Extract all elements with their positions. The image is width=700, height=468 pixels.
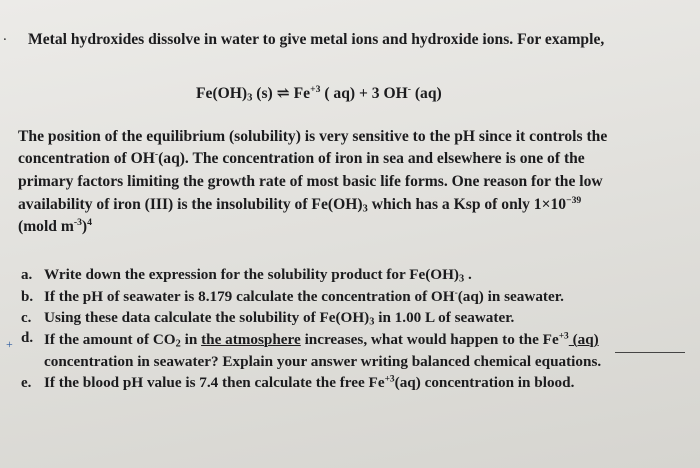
paragraph-line-1 — [18, 127, 607, 147]
question-c-label: c. — [21, 310, 32, 326]
eq-ion1-charge: +3 — [310, 84, 321, 96]
qc-text: Using these data calculate the solubility of Fe(OH) — [44, 309, 370, 326]
para-sup-2: - — [154, 149, 159, 161]
para-text-4a: availability of iron (III) is the insolubility of Fe(OH) — [18, 196, 363, 213]
question-d-label: d. — [21, 330, 34, 346]
question-c-text — [44, 308, 514, 328]
intro-sentence — [28, 30, 604, 50]
qe-sup: +3 — [384, 374, 395, 385]
para-text-5b: ) — [81, 218, 88, 235]
eq-left-sub: 3 — [247, 92, 253, 104]
qe-text: If the blood pH value is 7.4 then calculate the free Fe — [44, 374, 385, 391]
eq-ion1: Fe — [289, 85, 311, 102]
question-b-label: b. — [21, 289, 34, 305]
qc-sub: 3 — [369, 316, 375, 328]
qa-tail: . — [464, 266, 472, 283]
qd-text: If the amount of CO — [44, 331, 176, 348]
qd-tail: (aq) — [568, 331, 599, 348]
eq-left-state: (s) — [252, 85, 277, 102]
question-d-text-line2 — [44, 352, 601, 372]
question-a-label: a. — [21, 267, 33, 283]
para-sup-5b: 4 — [87, 217, 92, 229]
question-d-text — [44, 330, 599, 350]
qb-tail: (aq) in seawater. — [457, 288, 564, 305]
qb-text: If the pH of seawater is 8.179 calculate the concentration of OH — [44, 288, 455, 305]
handwritten-plus-icon: + — [6, 337, 13, 351]
para-sub-4: 3 — [362, 203, 368, 215]
qd-line2: concentration in seawater? Explain your answer writing balanced chemical equations. — [44, 353, 602, 370]
para-sup-5a: -3 — [73, 217, 82, 229]
qd-mid: in — [180, 331, 202, 348]
para-text-2a: concentration of OH — [18, 150, 155, 167]
qd-underlined: the atmosphere — [201, 331, 301, 348]
para-sup-4: −39 — [566, 195, 582, 207]
paragraph-line-4 — [18, 195, 581, 215]
question-number-fragment: . — [3, 28, 7, 44]
equilibrium-arrow: ⇌ — [276, 85, 290, 102]
paragraph-line-2 — [18, 149, 585, 169]
handwritten-underline — [615, 352, 685, 353]
para-text-2b: (aq). The concentration of iron in sea and elsewhere is one of the — [158, 150, 585, 167]
para-text-3: primary factors limiting the growth rate of most basic life forms. One reason for the low — [18, 173, 603, 190]
qa-text: Write down the expression for the solubility product for Fe(OH) — [44, 266, 459, 283]
qe-tail: (aq) concentration in blood. — [394, 374, 575, 391]
paragraph-line-5 — [18, 217, 92, 237]
qc-tail: in 1.00 L of seawater. — [374, 309, 515, 326]
eq-ion1-state: ( aq) + 3 OH — [320, 85, 408, 102]
qa-sub: 3 — [458, 273, 465, 285]
question-a-text — [44, 265, 472, 285]
eq-ion2-state: (aq) — [410, 85, 442, 102]
intro-text: Metal hydroxides dissolve in water to give metal ions and hydroxide ions. For example, — [28, 31, 605, 48]
qd-text-b: increases, what would happen to the Fe — [300, 331, 559, 348]
para-text-5a: (mold m — [18, 218, 74, 235]
qd-sup: +3 — [558, 331, 569, 342]
question-e-label: e. — [21, 375, 32, 391]
eq-ion2-charge: - — [407, 84, 411, 96]
paragraph-line-3 — [18, 172, 603, 192]
question-e-text — [44, 373, 574, 393]
para-text-4b: which has a Ksp of only 1×10 — [367, 196, 567, 213]
para-text-1: The position of the equilibrium (solubility) is very sensitive to the pH since it controls the — [18, 128, 608, 145]
qd-sub: 2 — [175, 338, 181, 350]
eq-left: Fe(OH) — [196, 85, 248, 102]
equilibrium-equation — [196, 84, 442, 104]
question-b-text — [44, 287, 564, 307]
qb-sup: - — [454, 288, 458, 299]
